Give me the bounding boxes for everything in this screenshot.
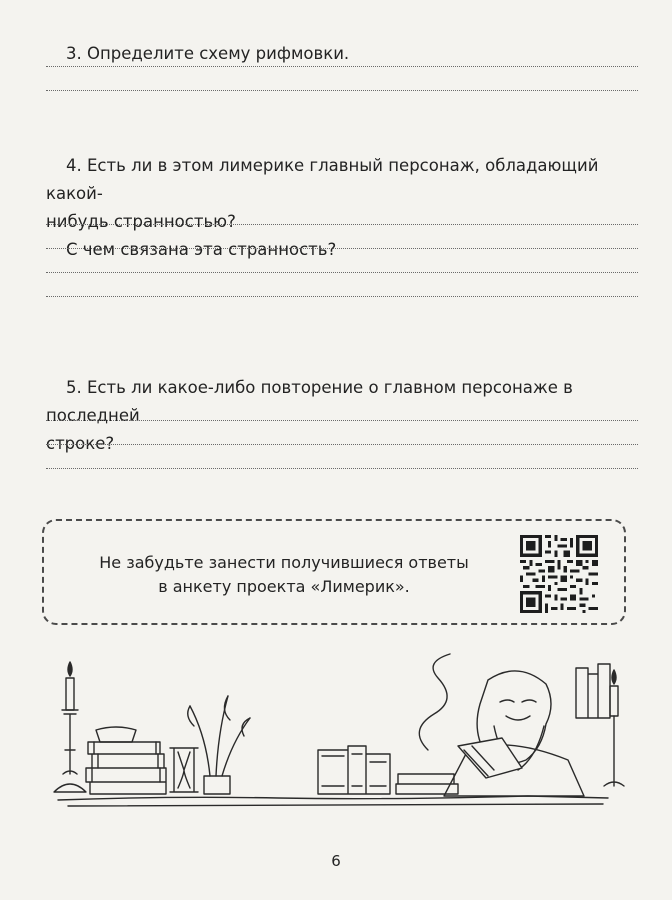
answer-lines-q5 — [46, 420, 638, 492]
question-3 — [46, 40, 636, 68]
steam-swirl — [419, 654, 450, 750]
page-number: 6 — [331, 852, 341, 870]
question-4-line-2: нибудь странностью? — [46, 212, 236, 231]
candlestick-left — [54, 662, 86, 792]
answer-line — [46, 248, 638, 249]
qr-code-icon[interactable] — [520, 535, 598, 613]
notice-text — [84, 551, 484, 599]
answer-line — [46, 66, 638, 67]
notice-line-2: в анкету проекта «Лимерик». — [158, 577, 410, 596]
question-3-line-1: 3. Определите схему рифмовки. — [66, 44, 350, 63]
inkwell-with-quills — [188, 696, 250, 794]
answer-lines-q4 — [46, 224, 638, 320]
book-stack-center — [318, 746, 458, 794]
scholar-reading-at-desk-illustration — [48, 650, 633, 820]
question-4-line-1: 4. Есть ли в этом лимерике главный персонаж, обладающий какой- — [46, 156, 599, 203]
answer-line — [46, 444, 638, 445]
answer-line — [46, 468, 638, 469]
book-stack-left — [86, 727, 166, 794]
notice-line-1: Не забудьте занести получившиеся ответы — [99, 553, 469, 572]
answer-lines-q3 — [46, 66, 638, 114]
answer-line — [46, 90, 638, 91]
bookshelf-right — [576, 664, 610, 718]
answer-line — [46, 420, 638, 421]
notice-box — [42, 519, 626, 625]
scholar-figure — [444, 671, 584, 796]
question-5-line-2: строке? — [46, 434, 115, 453]
candlestick-right — [604, 670, 624, 786]
answer-line — [46, 296, 638, 297]
hourglass — [170, 748, 198, 792]
answer-line — [46, 272, 638, 273]
question-4-line-3: С чем связана эта странность? — [66, 240, 337, 259]
answer-line — [46, 224, 638, 225]
question-5-line-1: 5. Есть ли какое-либо повторение о главном персонаже в последней — [46, 378, 573, 425]
